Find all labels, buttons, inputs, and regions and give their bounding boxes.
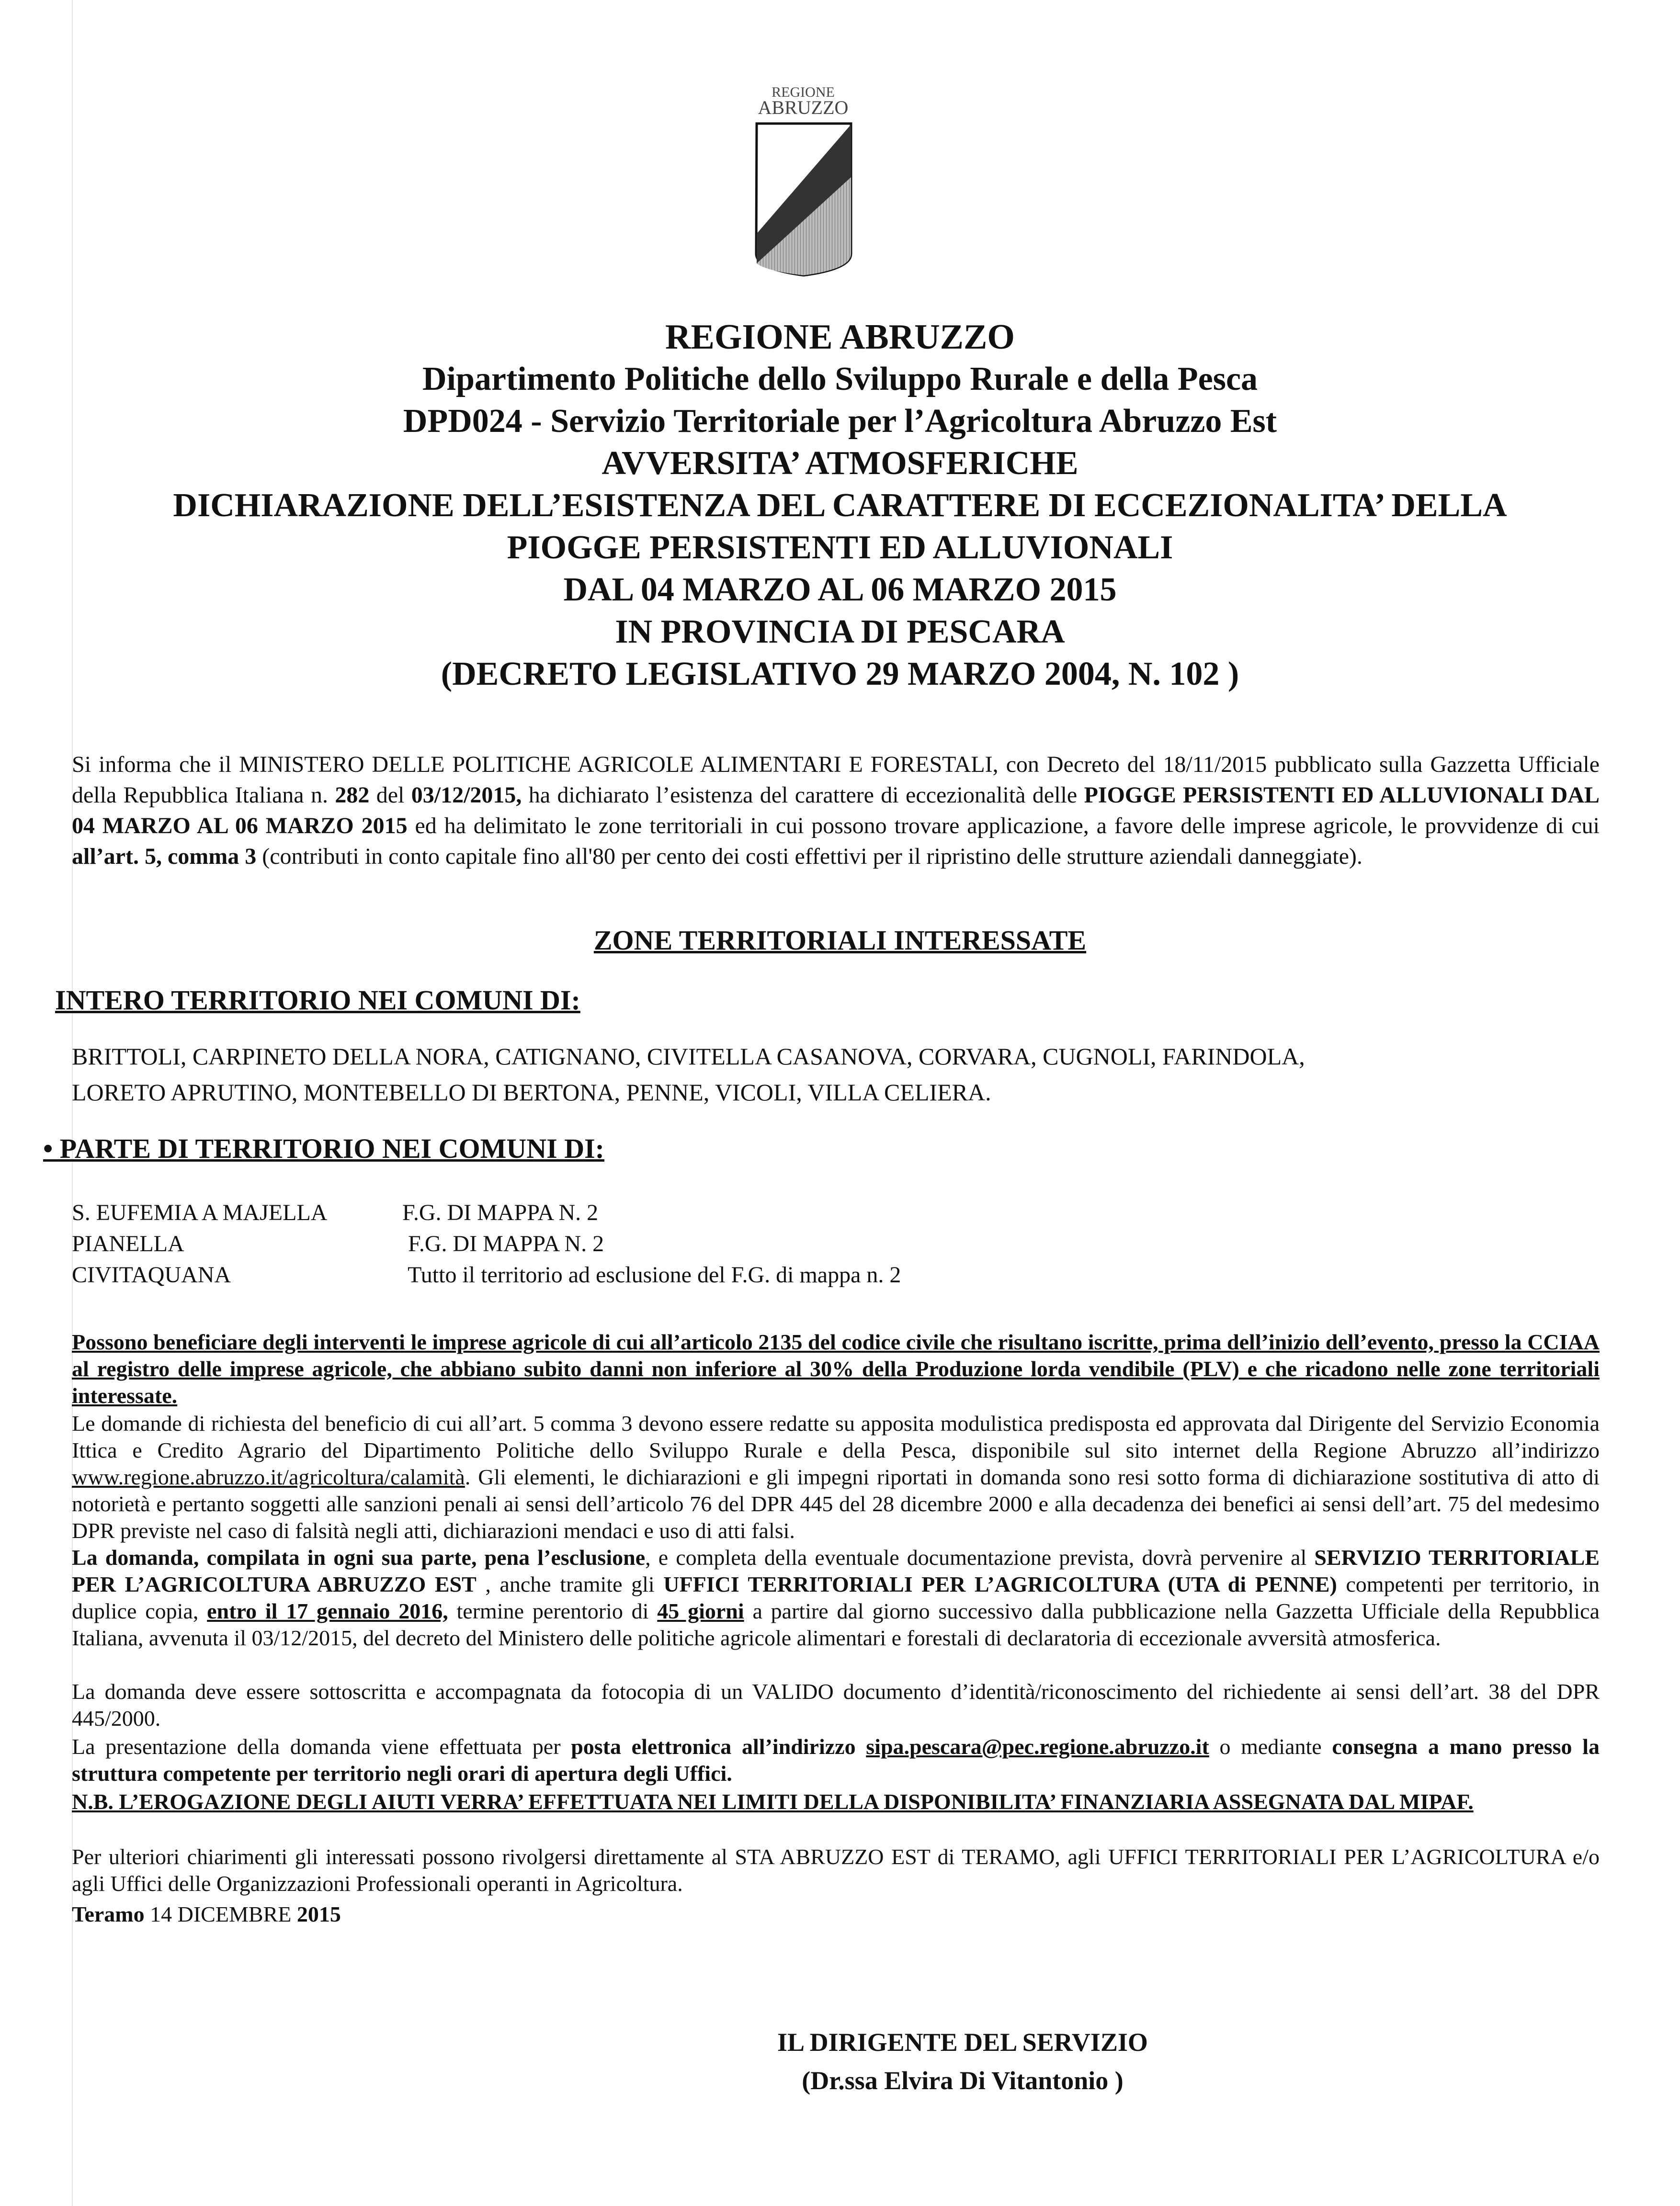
- presentazione-paragraph: La presentazione della domanda viene effettuata per posta elettronica all’indirizzo sipa.pescara@pec.regione.abruzzo.it o mediante consegna a mano presso la struttura competente per territorio negli orari di apertura degli Uffici.: [72, 1734, 1600, 1786]
- document-header: [0, 316, 1680, 695]
- header-line-date-range: DAL 04 MARZO AL 06 MARZO 2015: [563, 571, 1117, 608]
- chiarimenti-paragraph: Per ulteriori chiarimenti gli interessati possono rivolgersi direttamente al STA ABRUZZO EST di TERAMO, agli UFFICI TERRITORIALI PER L’AGRICOLTURA e/o agli Uffici delle Organizzazioni Professionali operanti in Agricoltura.: [72, 1844, 1600, 1896]
- parte-row: PIANELLA F.G. DI MAPPA N. 2: [72, 1231, 604, 1256]
- signature-name: (Dr.ssa Elvira Di Vitantonio ): [802, 2066, 1124, 2095]
- place-date: Teramo 14 DICEMBRE 2015: [72, 1902, 341, 1926]
- email-link[interactable]: sipa.pescara@pec.regione.abruzzo.it: [866, 1734, 1209, 1759]
- domande-paragraph: Le domande di richiesta del beneficio di cui all’art. 5 comma 3 devono essere redatte su apposita modulistica predisposta ed approvata dal Dirigente del Servizio Economia Ittica e Credito Agrario del Dipartimento Politiche dello Sviluppo Rurale e della Pesca, disponibile sul sito internet della Regione Abruzzo all’indirizzo www.regione.abruzzo.it/agricoltura/calamità. Gli elementi, le dichiarazioni e gli impegni riportati in domanda sono resi sotto forma di dichiarazione sostitutiva di atto di notorietà e pertanto soggetti alle sanzioni penali ai sensi dell’articolo 76 del DPR 445 del 28 dicembre 2000 e alla decadenza dei benefici ai sensi dell’art. 75 del medesimo DPR previste nel caso di falsità negli atti, dichiarazioni mendaci e uso di atti falsi.: [72, 1411, 1600, 1543]
- intero-comuni-line-2: LORETO APRUTINO, MONTEBELLO DI BERTONA, PENNE, VICOLI, VILLA CELIERA.: [72, 1079, 991, 1106]
- signature-block: [0, 2023, 1680, 2100]
- signature-title: IL DIRIGENTE DEL SERVIZIO: [777, 2028, 1148, 2057]
- parte-row: CIVITAQUANA Tutto il territorio ad esclusione del F.G. di mappa n. 2: [72, 1262, 901, 1288]
- logo-text-regione: REGIONE: [772, 84, 835, 100]
- intro-paragraph: Si informa che il MINISTERO DELLE POLITICHE AGRICOLE ALIMENTARI E FORESTALI, con Decreto del 18/11/2015 pubblicato sulla Gazzetta Ufficiale della Repubblica Italiana n. 282 del 03/12/2015, ha dichiarato l’esistenza del carattere di eccezionalità delle PIOGGE PERSISTENTI ED ALLUVIONALI DAL 04 MARZO AL 06 MARZO 2015 ed ha delimitato le zone territoriali in cui possono trovare applicazione, a favore delle imprese agricole, le provvidenze di cui all’art. 5, comma 3 (contributi in conto capitale fino all'80 per cento dei costi effettivi per il ripristino delle strutture aziendali danneggiate).: [72, 752, 1600, 869]
- regione-abruzzo-logo: [740, 81, 867, 278]
- header-line-provincia: IN PROVINCIA DI PESCARA: [615, 613, 1065, 650]
- logo-text-abruzzo: ABRUZZO: [758, 97, 849, 118]
- domanda-paragraph: La domanda, compilata in ogni sua parte, pena l’esclusione, e completa della eventuale documentazione prevista, dovrà pervenire al SERVIZIO TERRITORIALE PER L’AGRICOLTURA ABRUZZO EST , anche tramite gli UFFICI TERRITORIALI PER L’AGRICOLTURA (UTA di PENNE) competenti per territorio, in duplice copia, entro il 17 gennaio 2016, termine perentorio di 45 giorni a partire dal giorno successivo dalla pubblicazione nella Gazzetta Ufficiale della Repubblica Italiana, avvenuta il 03/12/2015, del decreto del Ministero delle politiche agricole alimentari e forestali di declaratoria di eccezionale avversità atmosferica.: [72, 1545, 1600, 1650]
- zone-territoriali-title: ZONE TERRITORIALI INTERESSATE: [593, 925, 1087, 956]
- header-line-dichiarazione: DICHIARAZIONE DELL’ESISTENZA DEL CARATTERE DI ECCEZIONALITA’ DELLA: [173, 487, 1507, 524]
- parte-row: S. EUFEMIA A MAJELLA F.G. DI MAPPA N. 2: [72, 1200, 599, 1225]
- header-line-dipartimento: Dipartimento Politiche dello Sviluppo Rurale e della Pesca: [422, 361, 1258, 397]
- parte-territorio-title: • PARTE DI TERRITORIO NEI COMUNI DI:: [43, 1133, 604, 1164]
- nb-paragraph: N.B. L’EROGAZIONE DEGLI AIUTI VERRA’ EFFETTUATA NEI LIMITI DELLA DISPONIBILITA’ FINANZIARIA ASSEGNATA DAL MIPAF.: [72, 1789, 1474, 1814]
- header-line-decreto: (DECRETO LEGISLATIVO 29 MARZO 2004, N. 102 ): [441, 656, 1239, 692]
- header-line-avversita: AVVERSITA’ ATMOSFERICHE: [602, 445, 1078, 482]
- beneficiari-paragraph: Possono beneficiare degli interventi le imprese agricole di cui all’articolo 2135 del codice civile che risultano iscritte, prima dell’inizio dell’evento, presso la CCIAA al registro delle imprese agricole, che abbiano subito danni non inferiore al 30% della Produzione lorda vendibile (PLV) e che ricadono nelle zone territoriali interessate.: [72, 1330, 1600, 1408]
- header-line-servizio: DPD024 - Servizio Territoriale per l’Agricoltura Abruzzo Est: [403, 403, 1277, 440]
- intero-territorio-title: INTERO TERRITORIO NEI COMUNI DI:: [55, 984, 580, 1016]
- sottoscritta-paragraph: La domanda deve essere sottoscritta e accompagnata da fotocopia di un VALIDO documento d’identità/riconoscimento del richiedente ai sensi dell’art. 38 del DPR 445/2000.: [72, 1679, 1600, 1731]
- header-line-regione: REGIONE ABRUZZO: [665, 317, 1015, 357]
- calamita-link[interactable]: www.regione.abruzzo.it/agricoltura/calamità: [72, 1465, 465, 1489]
- header-line-piogge: PIOGGE PERSISTENTI ED ALLUVIONALI: [507, 529, 1173, 566]
- intero-comuni-line-1: BRITTOLI, CARPINETO DELLA NORA, CATIGNANO, CIVITELLA CASANOVA, CORVARA, CUGNOLI, FARINDOLA,: [72, 1043, 1305, 1070]
